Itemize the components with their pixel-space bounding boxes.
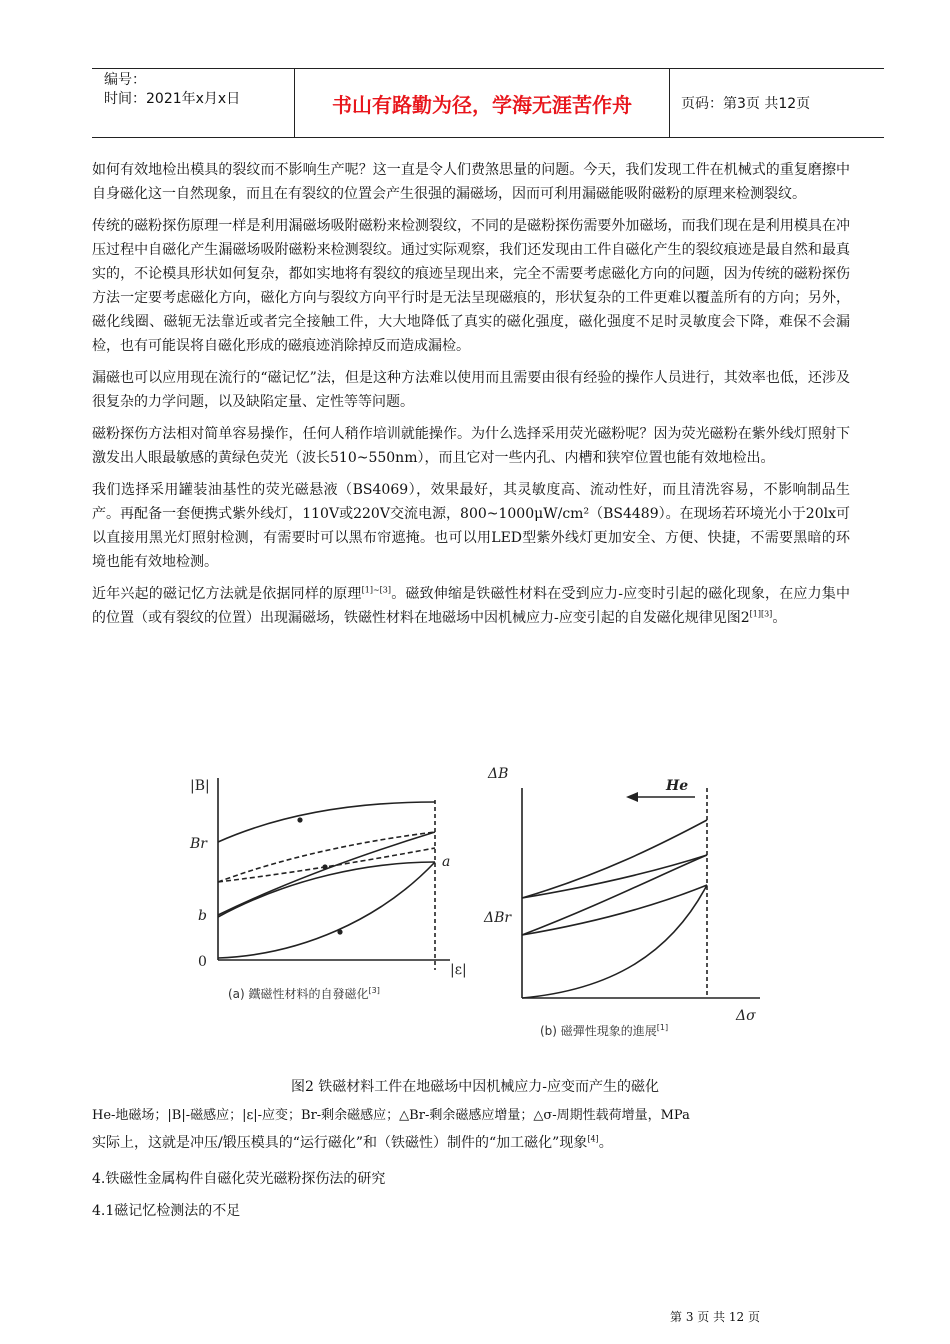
figure-caption: 图2 铁磁材料工件在地磁场中因机械应力-应变而产生的磁化 (290, 1079, 660, 1095)
section-heading-4-1: 4.1磁记忆检测法的不足 (92, 1203, 241, 1219)
article-body (92, 158, 850, 638)
paragraph: 我们选择采用罐装油基性的荧光磁悬液（BS4069），效果最好，其灵敏度高、流动性好，而且清洗容易，不影响制品生产。再配备一套便携式紫外线灯，110V或220V交流电源，800~1000μW/cm²（BS4489）。在现场若环境光小于20lx可以直接用黑光灯照射检测，有需要时可以黑布帘遮掩。也可以用LED型紫外线灯更加安全、方便、快捷，不需要黑暗的环境也能有效地检测。 (92, 482, 850, 570)
a-b-label: b (198, 908, 207, 924)
a-curve-marker (297, 817, 302, 822)
a-curve-upper (218, 802, 435, 842)
paragraph-text: 近年兴起的磁记忆方法就是依据同样的原理 (92, 586, 362, 602)
a-a-label: a (442, 854, 451, 870)
paragraph: 磁粉探伤方法相对简单容易操作，任何人稍作培训就能操作。为什么选择采用荧光磁粉呢？因为荧光磁粉在紫外线灯照射下激发出人眼最敏感的黄绿色荧光（波长510~550nm），而且它对一些内孔、内槽和狭窄位置也能有效地检出。 (92, 426, 850, 466)
header-meta (92, 69, 294, 137)
section-heading-4: 4.铁磁性金属构件自磁化荧光磁粉探伤法的研究 (92, 1171, 386, 1187)
arrow-head-icon (626, 792, 638, 802)
b-curve-2 (522, 855, 707, 898)
page-footer: 第 3 页 共 12 页 (670, 1310, 760, 1324)
summary-text: 实际上，这就是冲压/锻压模具的“运行磁化”和（铁磁性）制件的“加工磁化”现象 (92, 1135, 588, 1151)
a-origin-label: 0 (198, 954, 207, 970)
a-curve-rising (218, 832, 435, 915)
paragraph-text: 。 (772, 610, 787, 626)
paragraph-text: 。磁致伸缩是铁磁性材料在受到应力-应变时引起的磁化现象，在应力集中的位置（或有裂纹的位置）出现漏磁场，铁磁性材料在地磁场中因机械应力-应变引起的自发磁化规律见图2 (92, 586, 851, 626)
figure-legend: He-地磁场；|B|-磁感应；|ε|-应变；Br-剩余磁感应；△Br-剩余磁感应增量；△σ-周期性载荷增量，MPa (92, 1108, 690, 1123)
paragraph: 传统的磁粉探伤原理一样是利用漏磁场吸附磁粉来检测裂纹，不同的是磁粉探伤需要外加磁场，而我们现在是利用模具在冲压过程中自磁化产生漏磁场吸附磁粉来检测裂纹。通过实际观察，我们还发现由工件自磁化产生的裂纹痕迹是最自然和最真实的，不论模具形状如何复杂，都如实地将有裂纹的痕迹呈现出来，完全不需要考虑磁化方向的问题，因为传统的磁粉探伤方法一定要考虑磁化方向，磁化方向与裂纹方向平行时是无法呈现磁痕的，形状复杂的工件更难以覆盖所有的方向；另外，磁化线圈、磁轭无法靠近或者完全接触工件，大大地降低了真实的磁化强度，磁化强度不足时灵敏度会下降，难保不会漏检，也有可能误将自磁化形成的磁痕迹消除掉反而造成漏检。 (92, 218, 850, 354)
summary-end: 。 (598, 1135, 613, 1151)
reference: [1]~[3] (361, 585, 391, 595)
b-caption: (b) 磁彈性現象的進展[1] (540, 1023, 669, 1038)
paragraph: 如何有效地检出模具的裂纹而不影响生产呢？这一直是令人们费煞思量的问题。今天，我们发现工件在机械式的重复磨擦中自身磁化这一自然现象，而且在有裂纹的位置会产生很强的漏磁场，因而可利用漏磁能吸附磁粉的原理来检测裂纹。 (92, 162, 850, 202)
b-he-label: He (666, 778, 689, 794)
a-br-label: Br (190, 836, 207, 852)
reference: [1][3] (749, 609, 773, 619)
paragraph: 漏磁也可以应用现在流行的“磁记忆”法，但是这种方法难以使用而且需要由很有经验的操作人员进行，其效率也低，还涉及很复杂的力学问题，以及缺陷定量、定性等等问题。 (92, 370, 850, 410)
b-x-label: Δσ (736, 1008, 756, 1024)
b-curve-5 (522, 885, 707, 998)
paragraph (92, 582, 850, 630)
a-curve-dashed-1 (218, 832, 435, 882)
b-y-label: ΔB (488, 766, 509, 782)
figure-2 (180, 760, 770, 1050)
a-curve-marker (337, 929, 342, 934)
b-curve-1 (522, 820, 707, 898)
header-page-info: 页码：第3页 共12页 (681, 96, 811, 112)
a-x-label: |ε| (450, 962, 467, 978)
header-motto: 书山有路勤为径，学海无涯苦作舟 (294, 69, 670, 137)
a-caption: (a) 鐵磁性材料的自發磁化[3] (228, 986, 380, 1001)
a-curve-lower (218, 862, 435, 958)
time-label: 时间：2021年x月x日 (104, 91, 241, 107)
b-dbr-label: ΔBr (484, 910, 512, 926)
number-label: 编号： (104, 72, 146, 88)
a-y-label: |B| (190, 778, 210, 794)
a-curve-marker (322, 864, 327, 869)
summary-line (92, 1132, 613, 1152)
page-header (92, 68, 884, 138)
reference: [4] (587, 1134, 599, 1144)
